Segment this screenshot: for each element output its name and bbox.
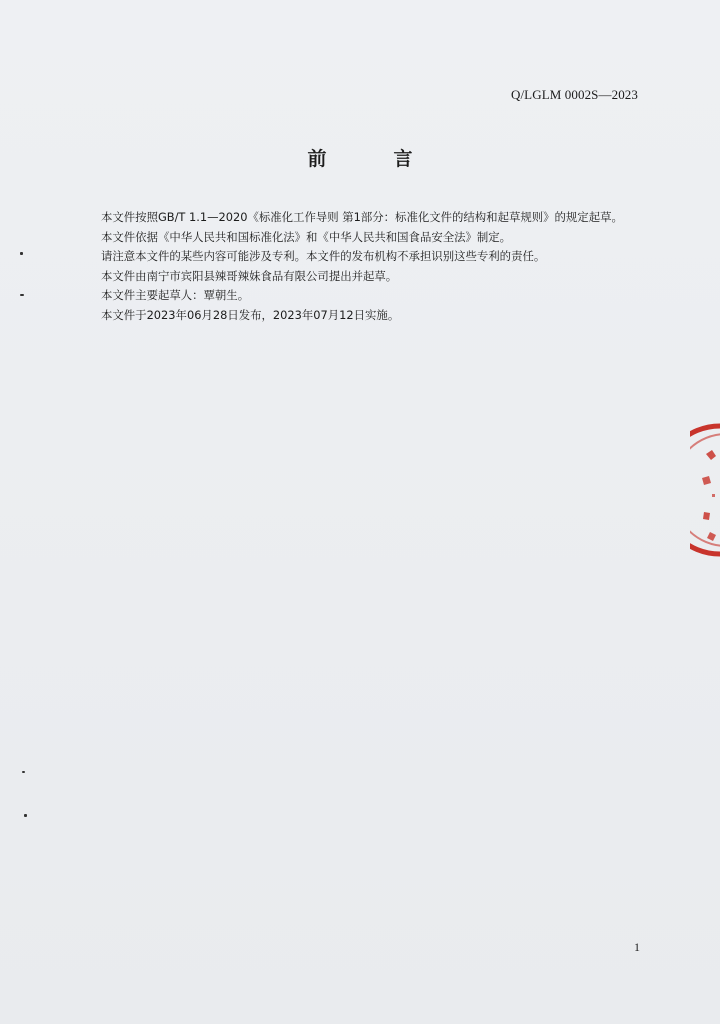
scan-speck — [20, 294, 24, 296]
paragraph: 本文件由南宁市宾阳县辣哥辣妹食品有限公司提出并起草。 — [101, 268, 398, 283]
document-body — [78, 208, 646, 325]
official-seal-stamp-icon — [690, 420, 720, 560]
paragraph: 本文件按照GB/T 1.1—2020《标准化工作导则 第1部分：标准化文件的结构和起草规则》的规定起草。 — [101, 210, 623, 224]
scan-speck — [20, 252, 23, 255]
paragraph: 本文件依据《中华人民共和国标准化法》和《中华人民共和国食品安全法》制定。 — [101, 229, 512, 244]
page-number: 1 — [634, 940, 640, 954]
page-title: 前 言 — [307, 148, 437, 170]
paragraph: 请注意本文件的某些内容可能涉及专利。本文件的发布机构不承担识别这些专利的责任。 — [101, 249, 546, 263]
scan-speck — [22, 771, 25, 773]
standard-code: Q/LGLM 0002S—2023 — [510, 87, 638, 102]
scan-speck — [24, 814, 27, 817]
paragraph: 本文件于2023年06月28日发布，2023年07月12日实施。 — [101, 307, 400, 322]
paragraph: 本文件主要起草人：覃朝生。 — [101, 288, 250, 302]
